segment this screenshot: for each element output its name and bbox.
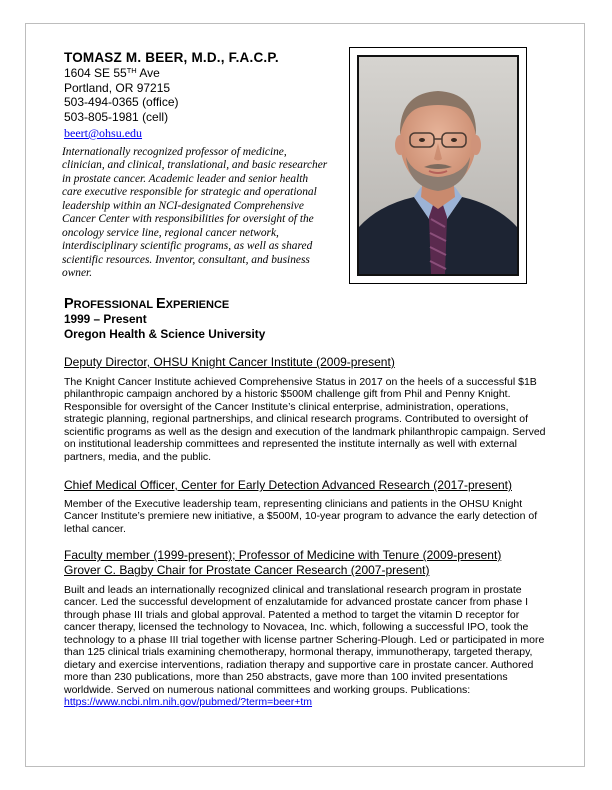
contact-header [64, 50, 344, 142]
portrait-photo [357, 55, 519, 276]
role-description-deputy-director: The Knight Cancer Institute achieved Comprehensive Status in 2017 on the heels of a successful $1B philanthropic campaign anchored by a historic $500M challenge gift from Phil and Penny Knight. Responsible for oversight of the Cancer Institute’s clinical enterprise, administration, operations, strategic planning, regional partnerships, and clinical research programs. Contributed to oversight of scientific programs as well as the design and execution of the landmark philanthropic campaign. Served on institutional leadership committees and represented the institute internally as well with external partners, media, and the public. [64, 376, 546, 463]
role-description-faculty [64, 584, 550, 709]
portrait-frame [349, 47, 527, 284]
section-heading-rest-1: ROFESSIONAL [73, 299, 156, 311]
office-phone: 503-494-0365 (office) [64, 95, 179, 109]
city-state-zip: Portland, OR 97215 [64, 80, 171, 95]
role-title-chief-medical-officer: Chief Medical Officer, Center for Early Detection Advanced Research (2017-present) [64, 478, 512, 492]
street-address-number: 1604 SE 55 [64, 66, 127, 80]
publications-link[interactable]: https://www.ncbi.nlm.nih.gov/pubmed/?term=beer+tm [64, 696, 313, 709]
section-heading-initial-2: E [155, 296, 166, 312]
role-title-bagby-chair: Grover C. Bagby Chair for Prostate Cancer Research (2007-present) [64, 563, 430, 577]
role-description-chief-medical-officer: Member of the Executive leadership team, representing clinicians and patients in the OHSU Knight Cancer Institute’s premiere new initiative, a $500M, 10-year program to advance the early detection of lethal cancer. [64, 498, 538, 535]
street-ordinal: TH [126, 66, 137, 75]
role-title-deputy-director: Deputy Director, OHSU Knight Cancer Institute (2009-present) [64, 355, 395, 369]
employment-dates: 1999 – Present [64, 312, 147, 326]
email-link[interactable]: beert@ohsu.edu [64, 126, 143, 140]
portrait-illustration [359, 57, 517, 274]
role-title-faculty-member: Faculty member (1999-present); Professor of Medicine with Tenure (2009-present) [64, 548, 502, 562]
section-heading [64, 296, 229, 313]
institution-name: Oregon Health & Science University [64, 326, 266, 341]
section-heading-rest-2: XPERIENCE [165, 299, 230, 311]
street-address-suffix: Ave [136, 66, 160, 80]
person-name: TOMASZ M. BEER, M.D., F.A.C.P. [64, 50, 279, 65]
street-address [64, 66, 344, 81]
section-heading-initial-1: P [64, 296, 74, 312]
employment-block [64, 312, 265, 341]
faculty-description-text: Built and leads an internationally recognized clinical and translational research program in prostate cancer. Led the successful development of enzalutamide for advanced prostate cancer from phase I through phase III trials and global approval. Patented a method to target the vitamin D receptor for cancer therapy, licensed the technology to Novacea, Inc. which, following a successful IPO, took the technology to a phase III trial together with license partner Schering-Plough. Led or participated in more than 125 clinical trials examining chemotherapy, hormonal therapy, immunotherapy, targeted therapy, dietary and exercise interventions, radiation therapy and supportive care in prostate cancer. Authored more than 230 publications, more than 250 abstracts, gave more than 100 invited presentations worldwide. Served on numerous national committees and working groups. Publications: [64, 584, 545, 696]
professional-summary: Internationally recognized professor of medicine, clinician, and clinical, translational, and basic researcher in prostate cancer. Academic leader and senior health care executive responsible for strategic and operational leadership within an NCI-designated Comprehensive Cancer Center with responsibilities for oversight of the oncology service line, regional cancer network, interdisciplinary scientific programs, as well as shared scientific resources. Inventor, consultant, and business owner. [62, 146, 328, 280]
cell-phone: 503-805-1981 (cell) [64, 109, 169, 124]
